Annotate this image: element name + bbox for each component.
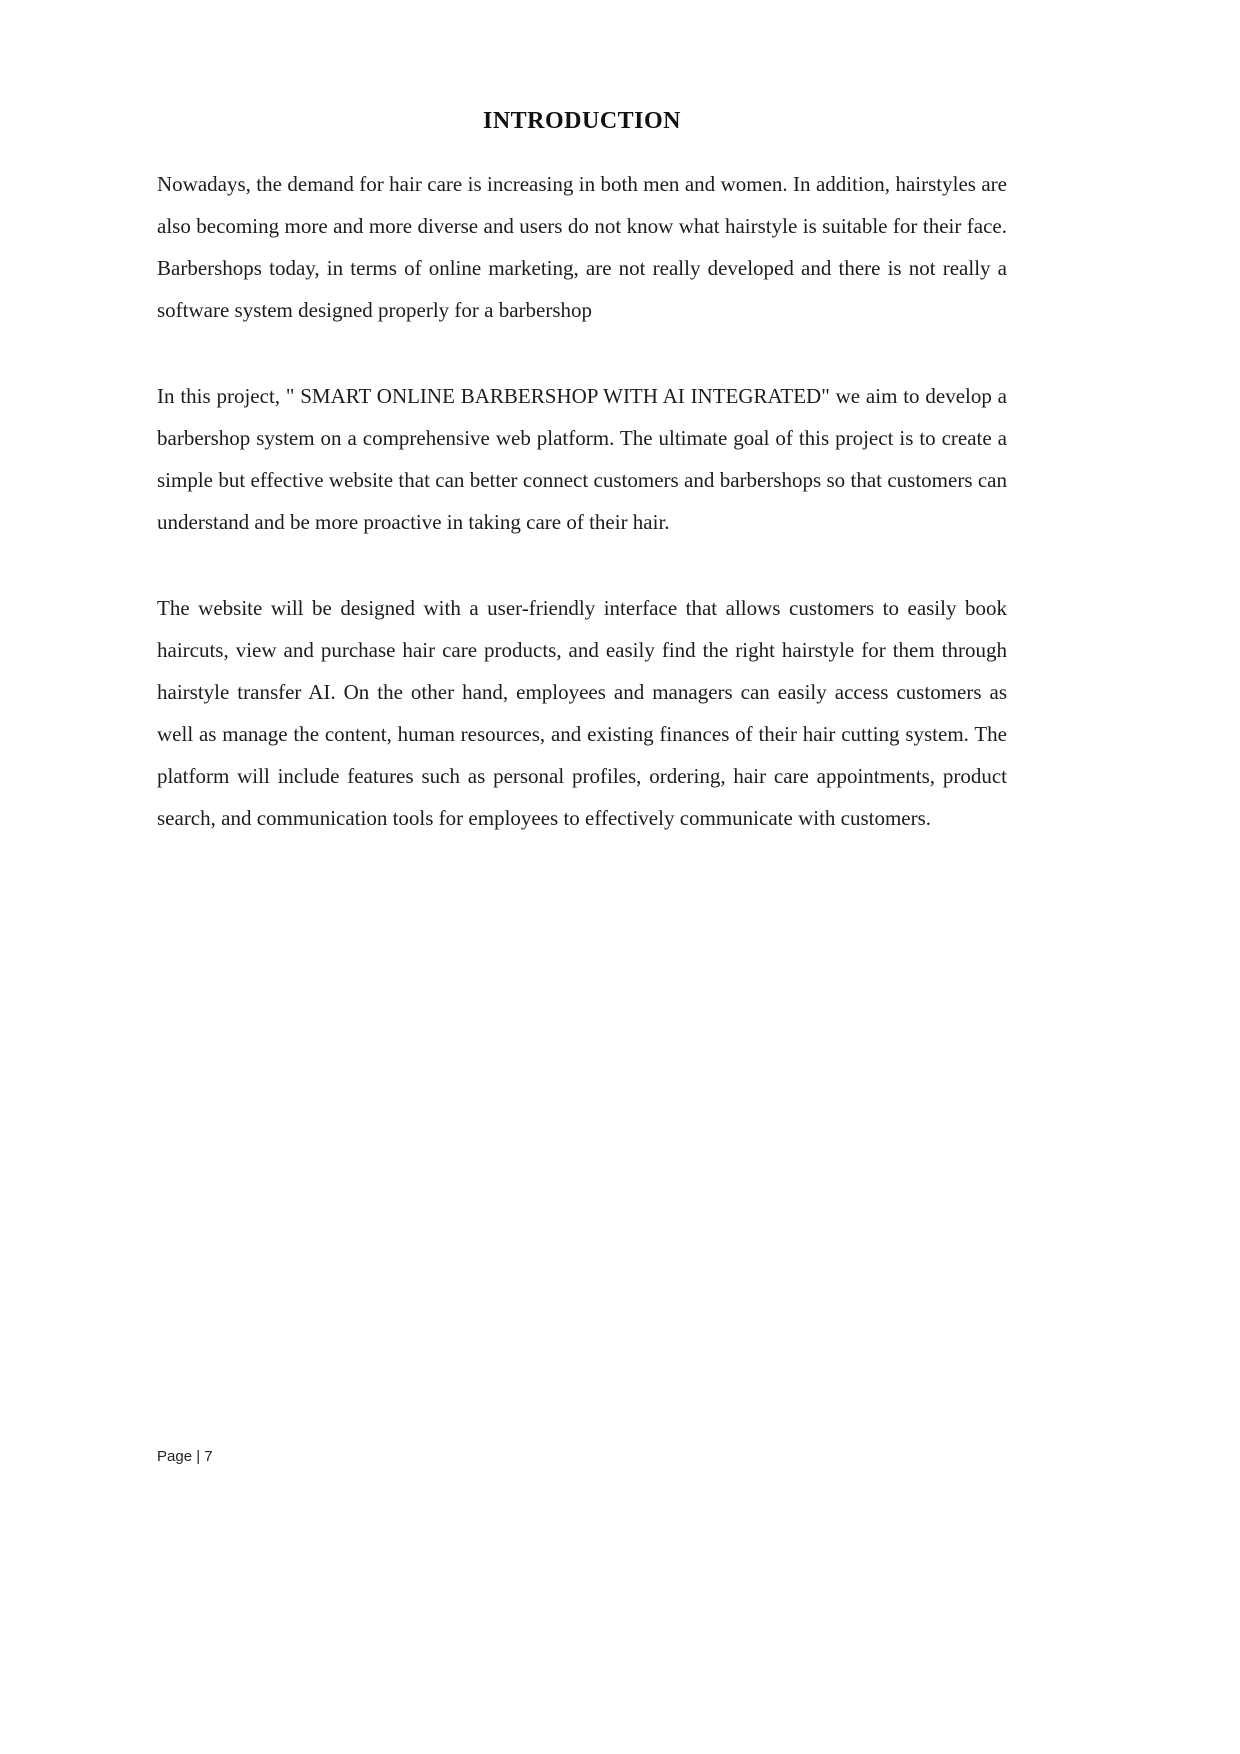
page-number-footer: Page | 7 [157,1448,213,1465]
paragraph-website-features: The website will be designed with a user-friendly interface that allows customers to easily book haircuts, view and purchase hair care products, and easily find the right hairstyle for them through hairstyle transfer AI. On the other hand, employees and managers can easily access customers as well as manage the content, human resources, and existing finances of their hair cutting system. The platform will include features such as personal profiles, ordering, hair care appointments, product search, and communication tools for employees to effectively communicate with customers. [157,596,1007,830]
paragraph-intro-demand: Nowadays, the demand for hair care is increasing in both men and women. In addition, hairstyles are also becoming more and more diverse and users do not know what hairstyle is suitable for their face. Barbershops today, in terms of online marketing, are not really developed and there is not really a software system designed properly for a barbershop [157,172,1007,322]
document-body [157,108,1007,883]
page-title: INTRODUCTION [482,108,682,134]
paragraph-project-goal: In this project, " SMART ONLINE BARBERSHOP WITH AI INTEGRATED" we aim to develop a barbershop system on a comprehensive web platform. The ultimate goal of this project is to create a simple but effective website that can better connect customers and barbershops so that customers can understand and be more proactive in taking care of their hair. [157,384,1007,534]
